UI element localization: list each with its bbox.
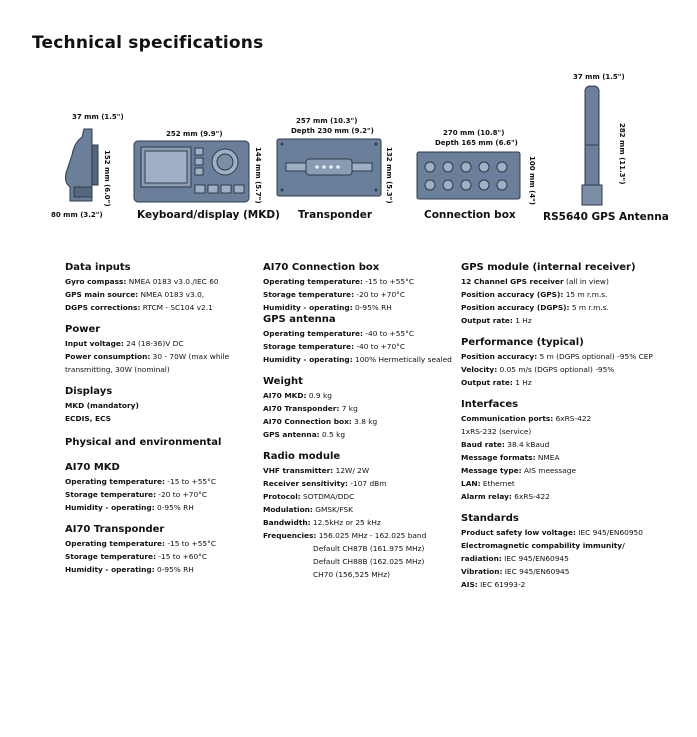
spec-row: Frequencies: 156.025 MHz - 162.025 band <box>263 531 427 540</box>
section-heading: AI70 Connection box <box>263 262 380 273</box>
section-heading: Radio module <box>263 451 341 462</box>
spec-row: Electromagnetic compability immunity/ <box>461 541 625 550</box>
spec-row: Position accuracy: 5 m (DGPS optional) -95% CEP <box>461 352 653 361</box>
spec-row: Protocol: SOTDMA/DDC <box>263 492 355 501</box>
spec-row: GPS main source: NMEA 0183 v3.0, <box>65 290 205 299</box>
spec-row: Humidity - operating: 0-95% RH <box>65 565 194 574</box>
spec-row: Gyro compass: NMEA 0183 v3.0./IEC 60 <box>65 277 219 286</box>
spec-row: Humidity - operating: 0-95% RH <box>263 303 392 312</box>
transponder-caption: Transponder <box>298 209 373 221</box>
spec-row: AIS: IEC 61993-2 <box>461 580 526 589</box>
spec-row: Storage temperature: -20 to +70°C <box>263 290 406 299</box>
spec-row: Baud rate: 38.4 kBaud <box>461 440 550 449</box>
mkd-side-view-illustration <box>58 125 108 207</box>
spec-row: Storage temperature: -40 to +70°C <box>263 342 406 351</box>
mkd-caption: Keyboard/display (MKD) <box>137 209 280 221</box>
spec-row: Position accuracy (DGPS): 5 m r.m.s. <box>461 303 609 312</box>
section-heading: GPS antenna <box>263 314 336 325</box>
spec-row: ECDIS, ECS <box>65 414 111 423</box>
section-heading: Weight <box>263 376 303 387</box>
section-heading: Standards <box>461 513 519 524</box>
spec-row: Operating temperature: -40 to +55°C <box>263 329 414 338</box>
spec-row: Humidity - operating: 0-95% RH <box>65 503 194 512</box>
spec-row: Message type: AIS meessage <box>461 466 577 475</box>
spec-row: radiation: IEC 945/EN60945 <box>461 554 569 563</box>
section-heading: Interfaces <box>461 399 519 410</box>
column-2 <box>263 262 483 581</box>
column-1 <box>65 262 285 576</box>
spec-row: Input voltage: 24 (18-36)V DC <box>65 339 184 348</box>
spec-row: Bandwidth: 12.5kHz or 25 kHz <box>263 518 381 527</box>
section-heading: Data inputs <box>65 262 131 273</box>
spec-row: MKD (mandatory) <box>65 401 139 410</box>
mkd-width-label: 252 mm (9.9") <box>166 130 223 138</box>
transponder-height-label: 132 mm (5.3") <box>385 147 393 204</box>
section-heading: GPS module (internal receiver) <box>461 262 636 273</box>
antenna-width-label: 37 mm (1.5") <box>573 73 625 81</box>
spec-row: 1xRS-232 (service) <box>461 427 532 436</box>
section-heading: AI70 MKD <box>65 462 120 473</box>
section-heading: Power <box>65 324 101 335</box>
antenna-height-label: 282 mm (11.3") <box>618 123 626 185</box>
spec-row: AI70 Transponder: 7 kg <box>263 404 358 413</box>
transponder-depth-label: Depth 230 mm (9.2") <box>291 127 374 135</box>
connection-box-depth-label: Depth 165 mm (6.6") <box>435 139 518 147</box>
connection-box-caption: Connection box <box>424 209 516 221</box>
spec-row: Storage temperature: -15 to +60°C <box>65 552 208 561</box>
section-heading: Displays <box>65 386 113 397</box>
spec-row: Power consumption: 30 - 70W (max while <box>65 352 230 361</box>
section-heading: Physical and environmental <box>65 437 222 448</box>
spec-row: Position accuracy (GPS): 15 m r.m.s. <box>461 290 608 299</box>
spec-row: VHF transmitter: 12W/ 2W <box>263 466 370 475</box>
spec-row: Operating temperature: -15 to +55°C <box>65 539 216 548</box>
page-title: Technical specifications <box>32 33 264 53</box>
spec-row: Operating temperature: -15 to +55°C <box>65 477 216 486</box>
antenna-caption: RS5640 GPS Antenna <box>543 211 669 223</box>
section-heading: Performance (typical) <box>461 337 584 348</box>
connection-box-height-label: 100 mm (4") <box>528 156 536 205</box>
spec-row-continuation: CH70 (156,525 MHz) <box>313 570 390 579</box>
spec-row: Vibration: IEC 945/EN60945 <box>461 567 570 576</box>
connection-box-width-label: 270 mm (10.8") <box>443 129 505 137</box>
spec-row: transmitting, 30W (nominal) <box>65 365 170 374</box>
transponder-width-label: 257 mm (10.3") <box>296 117 358 125</box>
spec-row: Operating temperature: -15 to +55°C <box>263 277 414 286</box>
spec-row: Alarm relay: 6xRS-422 <box>461 492 550 501</box>
spec-row: Product safety low voltage: IEC 945/EN60950 <box>461 528 643 537</box>
column-3 <box>461 262 681 591</box>
spec-row: Velocity: 0.05 m/s (DGPS optional) -95% <box>461 365 615 374</box>
mkd-side-bottom-label: 80 mm (3.2") <box>51 211 103 219</box>
spec-row: Humidity - operating: 100% Hermetically sealed <box>263 355 452 364</box>
spec-row: LAN: Ethernet <box>461 479 515 488</box>
spec-row-continuation: Default CH87B (161.975 MHz) <box>313 544 425 553</box>
spec-row: Storage temperature: -20 to +70°C <box>65 490 208 499</box>
section-heading: AI70 Transponder <box>65 524 165 535</box>
spec-row: Modulation: GMSK/FSK <box>263 505 354 514</box>
mkd-side-height-label: 152 mm (6.0") <box>103 150 111 207</box>
transponder-illustration <box>276 138 382 197</box>
connection-box-illustration <box>416 151 521 200</box>
spec-row-continuation: Default CH88B (162.025 MHz) <box>313 557 425 566</box>
spec-row: AI70 Connection box: 3.8 kg <box>263 417 378 426</box>
spec-row: AI70 MKD: 0.9 kg <box>263 391 332 400</box>
spec-row: Communication ports: 6xRS-422 <box>461 414 592 423</box>
spec-row: 12 Channel GPS receiver (all in view) <box>461 277 609 286</box>
spec-row: Message formats: NMEA <box>461 453 560 462</box>
spec-row: Output rate: 1 Hz <box>461 316 532 325</box>
mkd-side-depth-label: 37 mm (1.5") <box>72 113 124 121</box>
mkd-front-illustration <box>133 140 250 203</box>
spec-row: Receiver sensitivity: -107 dBm <box>263 479 387 488</box>
gps-antenna-illustration <box>580 85 604 207</box>
mkd-height-label: 144 mm (5.7") <box>254 147 262 204</box>
spec-row: GPS antenna: 0.5 kg <box>263 430 346 439</box>
spec-row: Output rate: 1 Hz <box>461 378 532 387</box>
spec-row: DGPS corrections: RTCM - SC104 v2.1 <box>65 303 213 312</box>
